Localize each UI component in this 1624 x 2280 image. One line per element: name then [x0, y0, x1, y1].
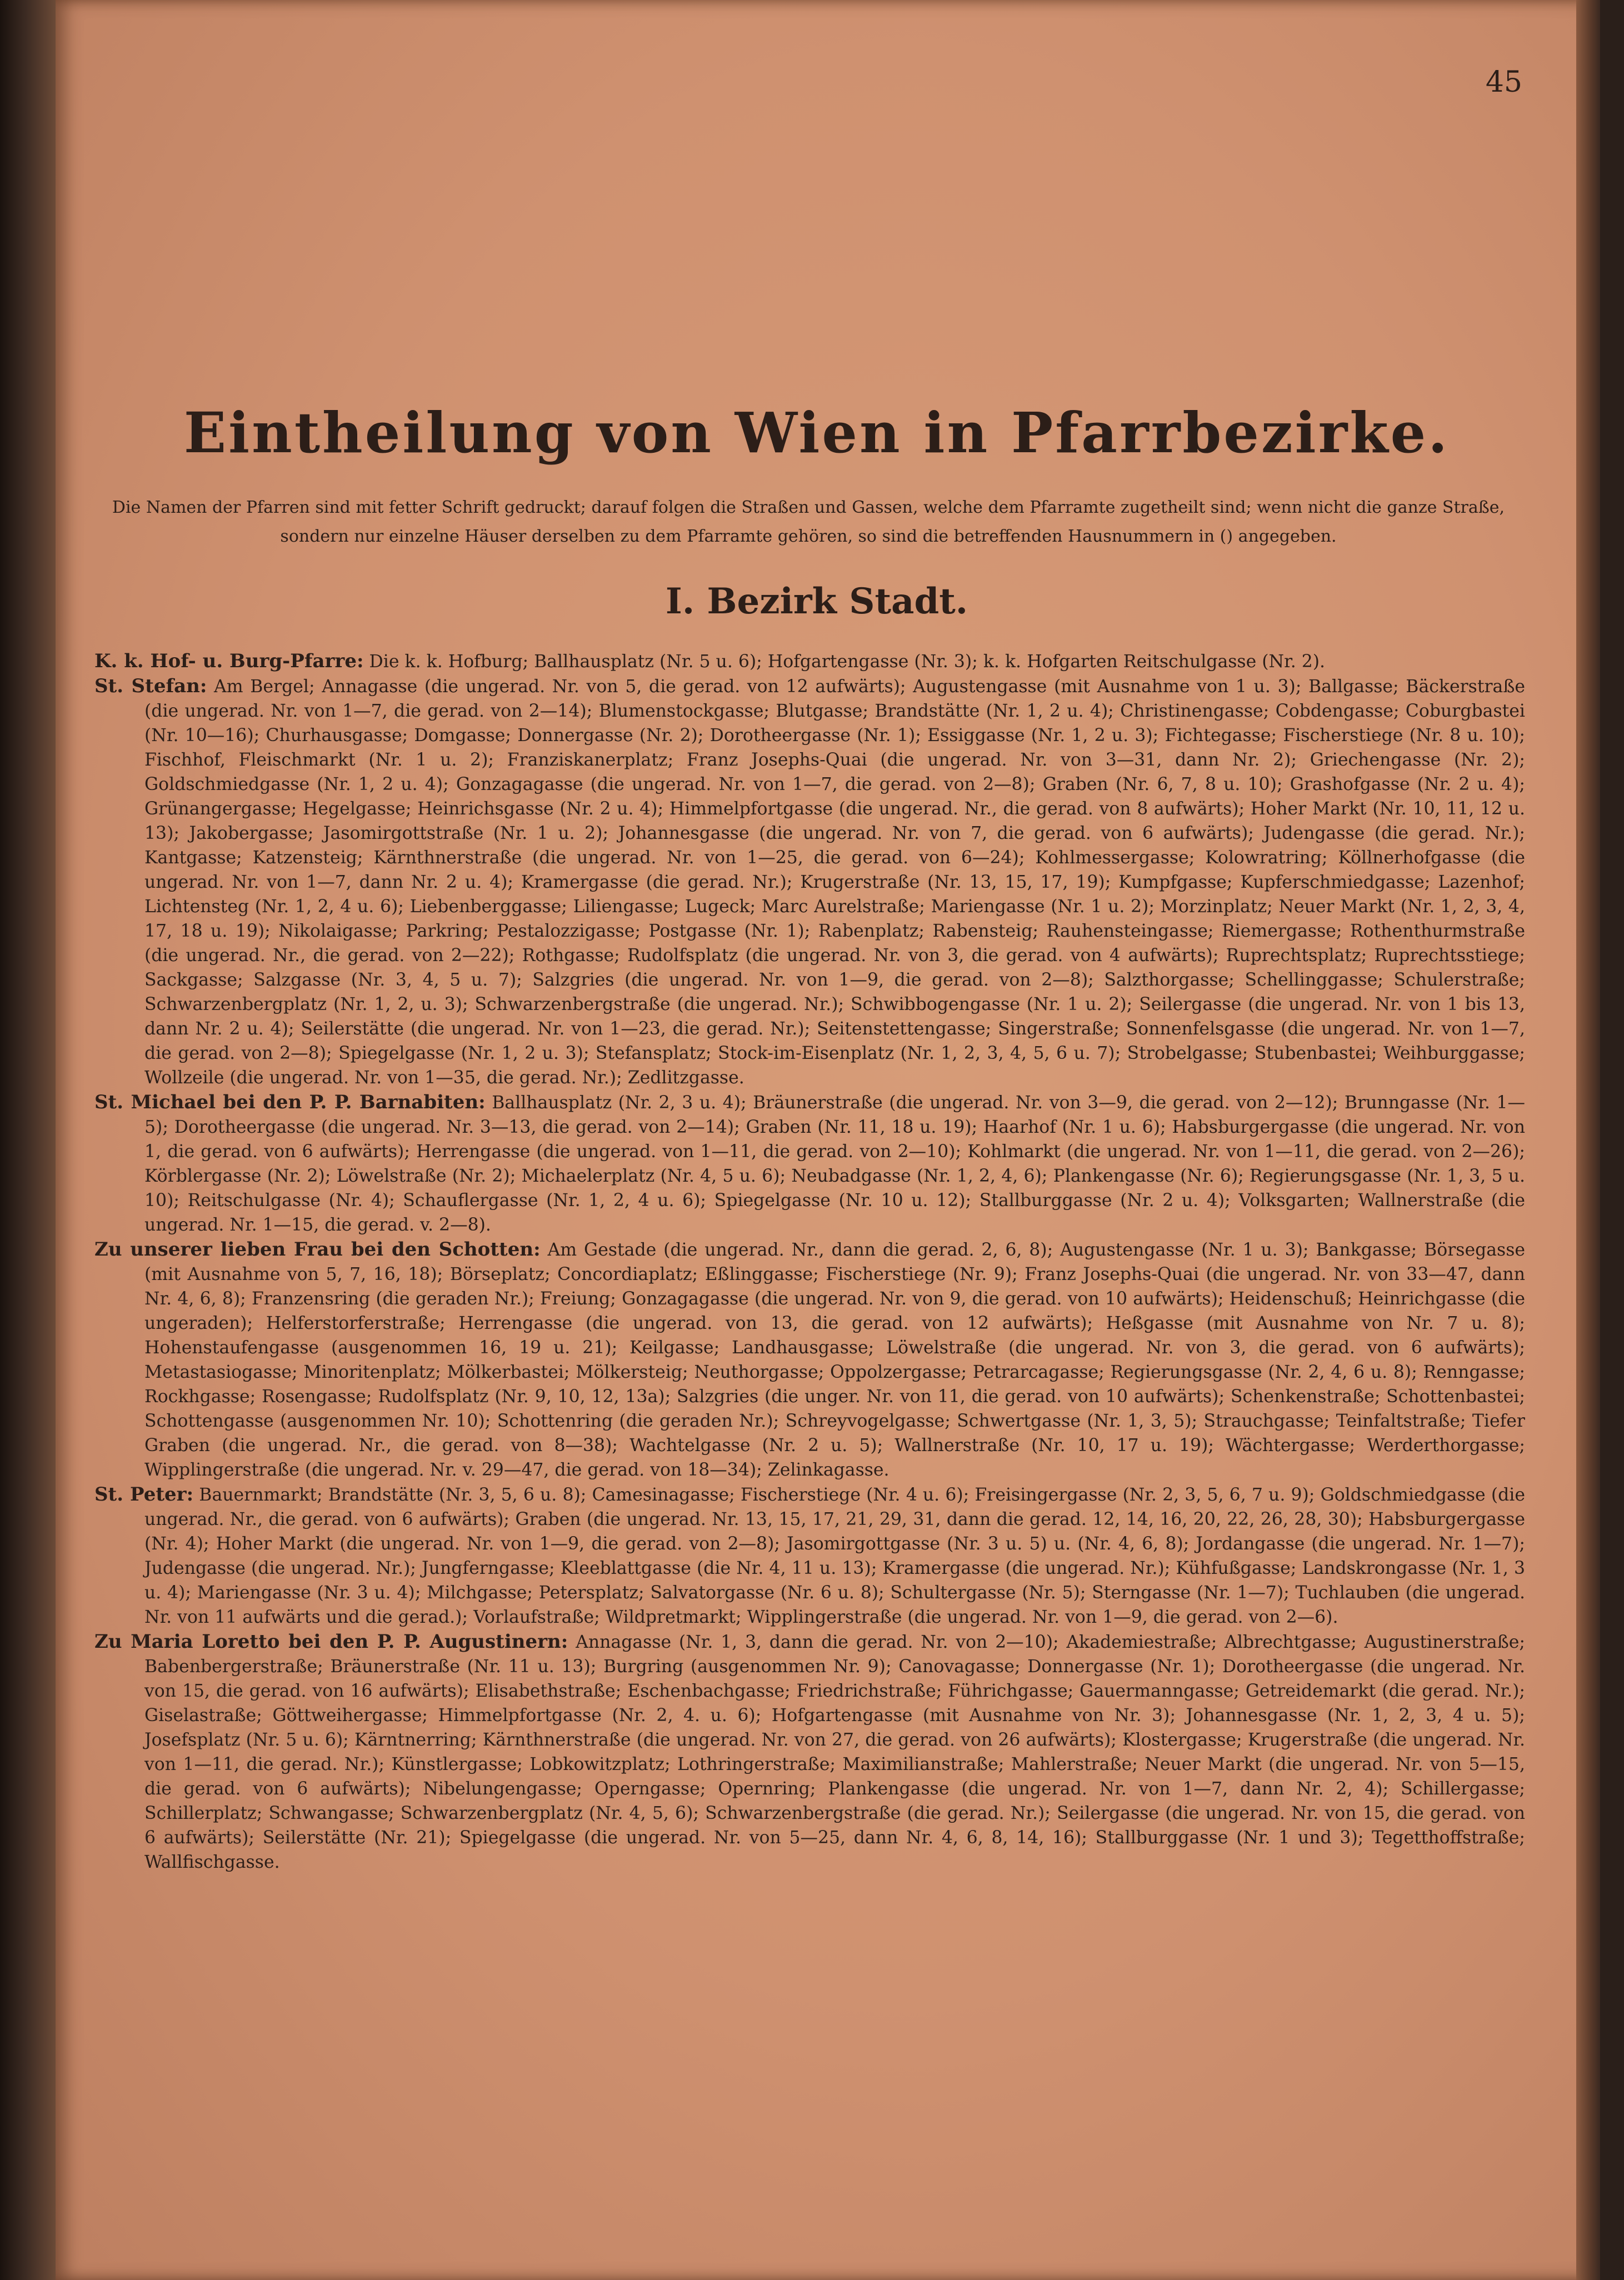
- parish-streets: Am Bergel; Annagasse (die ungerad. Nr. von 5, die gerad. von 12 aufwärts); Augustengasse (mit Ausnahme von 1 u. 3); Ballgasse; Bäckerstraße (die ungerad. Nr. von 1—7, die gerad. von 2—14); Blumenstockgasse; Blutgasse; Brandstätte (Nr. 1, 2 u. 4); Christinengasse; Cobdengasse; Coburgbastei (Nr. 10—16); Churhausgasse; Domgasse; Donnergasse (Nr. 2); Dorotheergasse (Nr. 1); Essiggasse (Nr. 1, 2 u. 3); Fichtegasse; Fischerstiege (Nr. 8 u. 10); Fischhof, Fleischmarkt (Nr. 1 u. 2); Franziskanerplatz; Franz Josephs-Quai (die ungerad. Nr. von 3—31, dann Nr. 2); Griechengasse (Nr. 2); Goldschmiedgasse (Nr. 1, 2 u. 4); Gonzagagasse (die ungerad. Nr. von 1—7, die gerad. von 2—8); Graben (Nr. 6, 7, 8 u. 10); Grashofgasse (Nr. 2 u. 4); Grünangergasse; Hegelgasse; Heinrichsgasse (Nr. 2 u. 4); Himmelpfortgasse (die ungerad. Nr., die gerad. von 8 aufwärts); Hoher Markt (Nr. 10, 11, 12 u. 13); Jakobergasse; Jasomirgottstraße (Nr. 1 u. 2); Johannesgasse (die ungerad. Nr. von 7, die gerad. von 6 aufwärts); Judengasse (die gerad. Nr.); Kantgasse; Katzensteig; Kärnthnerstraße (die ungerad. Nr. von 1—25, die gerad. von 6—24); Kohlmessergasse; Kolowratring; Köllnerhofgasse (die ungerad. Nr. von 1—7, dann Nr. 2 u. 4); Kramergasse (die gerad. Nr.); Krugerstraße (Nr. 13, 15, 17, 19); Kumpfgasse; Kupferschmiedgasse; Lazenhof; Lichtensteg (Nr. 1, 2, 4 u. 6); Liebenberggasse; Liliengasse; Lugeck; Marc Aurelstraße; Mariengasse (Nr. 1 u. 2); Morzinplatz; Neuer Markt (Nr. 1, 2, 3, 4, 17, 18 u. 19); Nikolaigasse; Parkring; Pestalozzigasse; Postgasse (Nr. 1); Rabenplatz; Rabensteig; Rauhensteingasse; Riemergasse; Rothenthurmstraße (die ungerad. Nr., die gerad. von 2—22); Rothgasse; Rudolfsplatz (die ungerad. Nr. von 3, die gerad. von 4 aufwärts); Ruprechtsplatz; Ruprechtsstiege; Sackgasse; Salzgasse (Nr. 3, 4, 5 u. 7); Salzgries (die ungerad. Nr. von 1—9, die gerad. von 2—8); Salzthorgasse; Schellinggasse; Schulerstraße; Schwarzenbergplatz (Nr. 1, 2, u. 3); Schwarzenbergstraße (die ungerad. Nr.); Schwibbogengasse (Nr. 1 u. 2); Seilergasse (die ungerad. Nr. von 1 bis 13, dann Nr. 2 u. 4); Seilerstätte (die ungerad. Nr. von 1—23, die gerad. Nr.); Seitenstettengasse; Singerstraße; Sonnenfelsgasse (die ungerad. Nr. von 1—7, die gerad. von 2—8); Spiegelgasse (Nr. 1, 2 u. 3); Stefansplatz; Stock-im-Eisenplatz (Nr. 1, 2, 3, 4, 5, 6 u. 7); Strobelgasse; Stubenbastei; Weihburggasse; Wollzeile (die ungerad. Nr. von 1—35, die gerad. Nr.); Zedlitzgasse.: [144, 677, 1525, 1088]
- parish-entry-peter: [94, 1482, 1525, 1629]
- parish-name: Zu unserer lieben Frau bei den Schotten:: [94, 1238, 541, 1261]
- parish-streets: Ballhausplatz (Nr. 2, 3 u. 4); Bräunerstraße (die ungerad. Nr. von 3—9, die gerad. von 2—12); Brunngasse (Nr. 1—5); Dorotheergasse (die ungerad. Nr. 3—13, die gerad. von 2—14); Graben (Nr. 11, 18 u. 19); Haarhof (Nr. 1 u. 6); Habsburgergasse (die ungerad. Nr. von 1, die gerad. von 6 aufwärts); Herrengasse (die ungerad. von 1—11, die gerad. von 2—10); Kohlmarkt (die ungerad. Nr. von 1—11, die gerad. von 2—26); Körblergasse (Nr. 2); Löwelstraße (Nr. 2); Michaelerplatz (Nr. 4, 5 u. 6); Neubadgasse (Nr. 1, 2, 4, 6); Plankengasse (Nr. 6); Regierungsgasse (Nr. 1, 3, 5 u. 10); Reitschulgasse (Nr. 4); Schauflergasse (Nr. 1, 2, 4 u. 6); Spiegelgasse (Nr. 10 u. 12); Stallburggasse (Nr. 2 u. 4); Volksgarten; Wallnerstraße (die ungerad. Nr. 1—15, die gerad. v. 2—8).: [144, 1093, 1526, 1235]
- parish-streets: Die k. k. Hofburg; Ballhausplatz (Nr. 5 u. 6); Hofgartengasse (Nr. 3); k. k. Hofgarten Reitschulgasse (Nr. 2).: [369, 652, 1326, 672]
- parish-name: St. Peter:: [94, 1483, 194, 1506]
- parish-list: [94, 649, 1525, 1874]
- parish-name: St. Michael bei den P. P. Barnabiten:: [94, 1091, 486, 1113]
- parish-entry-michael: [94, 1090, 1525, 1237]
- intro-paragraph: Die Namen der Pfarren sind mit fetter Schrift gedruckt; darauf folgen die Straßen und Gassen, welche dem Pfarramte zugetheilt sind; wenn nicht die ganze Straße, sondern nur einzelne Häuser derselben zu dem Pfarramte gehören, so sind die betreffenden Hausnummern in () angegeben.: [112, 498, 1505, 546]
- parish-entry-stefan: [94, 674, 1525, 1090]
- parish-streets: Annagasse (Nr. 1, 3, dann die gerad. Nr. von 2—10); Akademiestraße; Albrechtgasse; Augustinerstraße; Babenbergerstraße; Bräunerstraße (Nr. 11 u. 13); Burgring (ausgenommen Nr. 9); Canovagasse; Donnergasse (Nr. 1); Dorotheergasse (die ungerad. Nr. von 15, die gerad. von 16 aufwärts); Elisabethstraße; Eschenbachgasse; Friedrichstraße; Führichgasse; Gauermanngasse; Getreidemarkt (die gerad. Nr.); Giselastraße; Göttweihergasse; Himmelpfortgasse (Nr. 2, 4. u. 6); Hofgartengasse (mit Ausnahme von Nr. 3); Johannesgasse (Nr. 1, 2, 3, 4 u. 5); Josefsplatz (Nr. 5 u. 6); Kärntnerring; Kärnthnerstraße (die ungerad. Nr. von 27, die gerad. von 26 aufwärts); Klostergasse; Krugerstraße (die ungerad. Nr. von 1—11, die gerad. Nr.); Künstlergasse; Lobkowitzplatz; Lothringerstraße; Maximilianstraße; Mahlerstraße; Neuer Markt (die ungerad. Nr. von 5—15, die gerad. von 6 aufwärts); Nibelungengasse; Operngasse; Opernring; Plankengasse (die ungerad. Nr. von 1—7, dann Nr. 2, 4); Schillergasse; Schillerplatz; Schwangasse; Schwarzenbergplatz (Nr. 4, 5, 6); Schwarzenbergstraße (die gerad. Nr.); Seilergasse (die ungerad. Nr. von 15, die gerad. von 6 aufwärts); Seilerstätte (Nr. 21); Spiegelgasse (die ungerad. Nr. von 5—25, dann Nr. 4, 6, 8, 14, 16); Stallburggasse (Nr. 1 und 3); Tegetthoffstraße; Wallfischgasse.: [144, 1632, 1526, 1872]
- parish-entry-hofburg: [94, 649, 1525, 674]
- parish-name: Zu Maria Loretto bei den P. P. Augustinern:: [94, 1631, 568, 1653]
- parish-entry-schotten: [94, 1237, 1525, 1482]
- page-number: 45: [1485, 66, 1522, 99]
- parish-streets: Am Gestade (die ungerad. Nr., dann die gerad. 2, 6, 8); Augustengasse (Nr. 1 u. 3); Bankgasse; Börsegasse (mit Ausnahme von 5, 7, 16, 18); Börseplatz; Concordiaplatz; Eßlinggasse; Fischerstiege (Nr. 9); Franz Josephs-Quai (die ungerad. Nr. von 33—47, dann Nr. 4, 6, 8); Franzensring (die geraden Nr.); Freiung; Gonzagagasse (die ungerad. Nr. von 9, die gerad. von 10 aufwärts); Heidenschuß; Heinrichgasse (die ungeraden); Helferstorferstraße; Herrengasse (die ungerad. von 13, die gerad. von 12 aufwärts); Heßgasse (mit Ausnahme von Nr. 7 u. 8); Hohenstaufengasse (ausgenommen 16, 19 u. 21); Keilgasse; Landhausgasse; Löwelstraße (die ungerad. Nr. von 3, die gerad. von 6 aufwärts); Metastasiogasse; Minoritenplatz; Mölkerbastei; Mölkersteig; Neuthorgasse; Oppolzergasse; Petrarcagasse; Regierungsgasse (Nr. 2, 4, 6 u. 8); Renngasse; Rockhgasse; Rosengasse; Rudolfsplatz (Nr. 9, 10, 12, 13a); Salzgries (die unger. Nr. von 11, die gerad. von 10 aufwärts); Schenkenstraße; Schottenbastei; Schottengasse (ausgenommen Nr. 10); Schottenring (die geraden Nr.); Schreyvogelgasse; Schwertgasse (Nr. 1, 3, 5); Strauchgasse; Teinfaltstraße; Tiefer Graben (die ungerad. Nr., die gerad. von 8—38); Wachtelgasse (Nr. 2 u. 5); Wallnerstraße (Nr. 10, 17 u. 19); Wächtergasse; Werderthorgasse; Wipplingerstraße (die ungerad. Nr. v. 29—47, die gerad. von 18—34); Zelinkagasse.: [144, 1240, 1526, 1480]
- parish-entry-augustiner: [94, 1629, 1525, 1874]
- district-heading: I. Bezirk Stadt.: [665, 581, 968, 622]
- page-title: Eintheilung von Wien in Pfarrbezirke.: [183, 400, 1450, 466]
- book-binding: [0, 0, 56, 2280]
- parish-name: St. Stefan:: [94, 675, 207, 697]
- page-edge: [1576, 0, 1600, 2280]
- parish-streets: Bauernmarkt; Brandstätte (Nr. 3, 5, 6 u. 8); Camesinagasse; Fischerstiege (Nr. 4 u. 6); Freisingergasse (Nr. 2, 3, 5, 6, 7 u. 9); Goldschmiedgasse (die ungerad. Nr., die gerad. von 6 aufwärts); Graben (die ungerad. Nr. 13, 15, 17, 21, 29, 31, dann die gerad. 12, 14, 16, 20, 22, 26, 28, 30); Habsburgergasse (Nr. 4); Hoher Markt (die ungerad. Nr. von 1—9, die gerad. von 2—8); Jasomirgottgasse (Nr. 3 u. 5) u. (Nr. 4, 6, 8); Jordangasse (die ungerad. Nr. 1—7); Judengasse (die ungerad. Nr.); Jungferngasse; Kleeblattgasse (die Nr. 4, 11 u. 13); Kramergasse (die ungerad. Nr.); Kühfußgasse; Landskrongasse (Nr. 1, 3 u. 4); Mariengasse (Nr. 3 u. 4); Milchgasse; Petersplatz; Salvatorgasse (Nr. 6 u. 8); Schultergasse (Nr. 5); Sterngasse (Nr. 1—7); Tuchlauben (die ungerad. Nr. von 11 aufwärts und die gerad.); Vorlaufstraße; Wildpretmarkt; Wipplingerstraße (die ungerad. Nr. von 1—9, die gerad. von 2—6).: [144, 1485, 1525, 1627]
- parish-name: K. k. Hof- u. Burg-Pfarre:: [94, 650, 364, 672]
